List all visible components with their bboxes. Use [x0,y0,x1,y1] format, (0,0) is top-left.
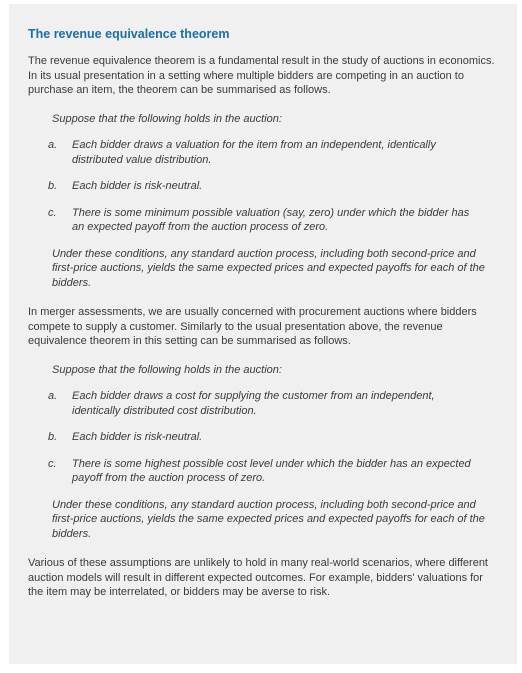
list-item [48,457,499,486]
merger-paragraph: In merger assessments, we are usually concerned with procurement auctions where bidders compete to supply a customer. Similarly to the usual presentation above, the revenue equivalence theorem in this setting can be summarised as follows. [28,306,477,347]
closing-paragraph: Various of these assumptions are unlikely to hold in many real-world scenarios, where different auction models will result in different expected outcomes. For example, bidders' valuations for the item may be interrelated, or bidders may be averse to risk. [28,557,488,598]
list-marker: b. [48,180,58,192]
quote-conclusion: Under these conditions, any standard auction process, including both second-price and first-price auctions, yields the same expected prices and expected payoffs for each of the bidders. [52,247,485,289]
list-marker: b. [48,431,58,443]
list-marker: a. [48,139,58,151]
list-item [48,206,499,235]
list-item [48,138,499,167]
intro-paragraph: The revenue equivalence theorem is a fundamental result in the study of auctions in economics. In its usual presentation in a setting where multiple bidders are competing in an auction to purchase an item, the theorem can be summarised as follows. [28,55,495,96]
list-item-text: Each bidder draws a cost for supplying the customer from an independent, identically distributed cost distribution. [72,390,435,417]
list-item [48,430,499,445]
quote-intro: Suppose that the following holds in the auction: [52,112,282,125]
list-item-text: There is some highest possible cost level under which the bidder has an expected payoff from the auction process of zero. [72,457,471,484]
quote-block-procurement [28,363,499,542]
list-item-text: Each bidder is risk-neutral. [72,180,203,192]
assumption-list [28,138,499,235]
assumption-list [28,389,499,486]
list-item [48,389,499,418]
box-title: The revenue equivalence theorem [28,27,230,41]
theorem-box [9,4,517,664]
quote-intro: Suppose that the following holds in the auction: [52,363,282,376]
list-marker: c. [48,206,57,219]
list-item [48,179,499,194]
list-item-text: Each bidder draws a valuation for the item from an independent, identically distributed value distribution. [72,139,436,166]
list-item-text: There is some minimum possible valuation (say, zero) under which the bidder has an expected payoff from the auction process of zero. [72,206,470,233]
quote-conclusion: Under these conditions, any standard auction process, including both second-price and first-price auctions, yields the same expected prices and expected payoffs for each of the bidders. [52,498,485,540]
list-marker: a. [48,390,58,402]
quote-block-auction [28,112,499,291]
list-marker: c. [48,457,57,470]
list-item-text: Each bidder is risk-neutral. [72,431,203,443]
